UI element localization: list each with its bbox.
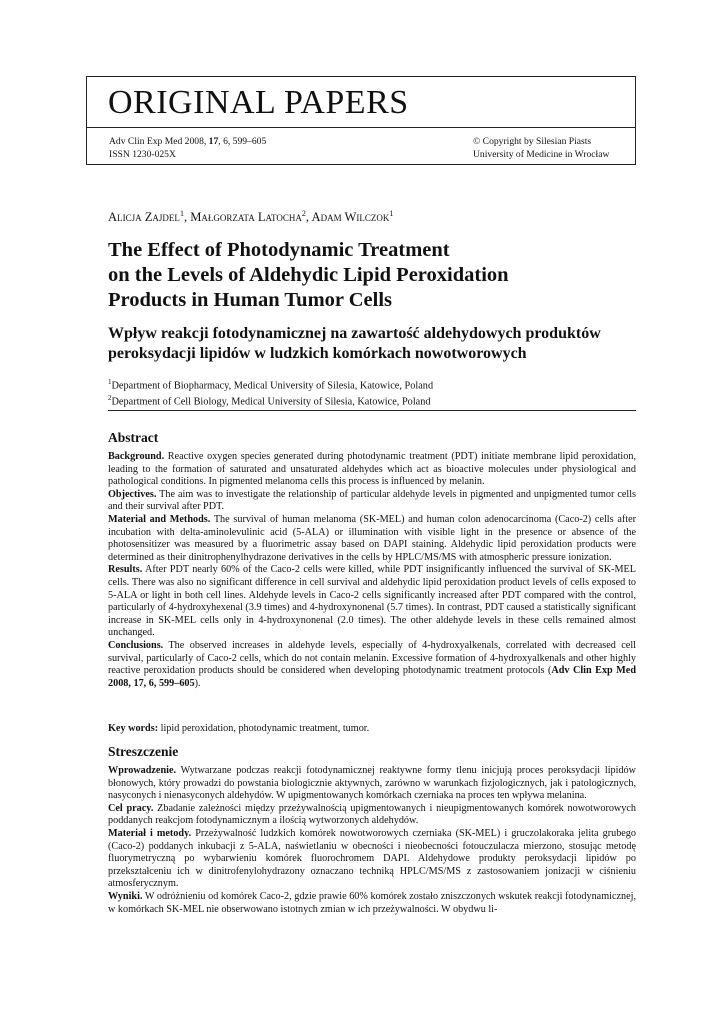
copyright-info	[473, 136, 609, 161]
keywords	[108, 723, 369, 734]
article-title-polish	[108, 324, 648, 364]
paragraph-label: Materiał i metody.	[108, 827, 192, 839]
keywords-text: lipid peroxidation, photodynamic treatment, tumor.	[158, 723, 370, 734]
author-affiliation-mark: 1	[179, 209, 184, 218]
paragraph: Material and Methods. The survival of human melanoma (SK-MEL) and human colon adenocarcinoma (Caco-2) cells after incubation with delta-aminolevulinic acid (5-ALA) or illumination with visible light in the presence or absence of the photosensitizer was measured by a fluorimetric assay based on DAPI staining. Aldehydic lipid peroxidation products were determined as their dinitrophenylhydrazone derivatives in the cells by HPLC/MS/MS with atmospheric pressure ionization.	[108, 513, 636, 563]
paragraph-label: Background.	[108, 451, 165, 462]
journal-issn: ISSN 1230-025X	[109, 148, 176, 160]
section-banner	[86, 76, 636, 128]
copyright-line: © Copyright by Silesian Piasts	[473, 136, 592, 147]
copyright-institution: University of Medicine in Wrocław	[473, 148, 610, 160]
paragraph: Materiał i metody. Przeżywalność ludzkich komórek nowotworowych czerniaka (SK-MEL) i gruczolakoraka jelita grubego (Caco-2) poddanych inkubacji z 5-ALA, naświetlaniu w obecności i nieobecności fotouczulacza mierzono, stosując metodę fluorymetryczną po wybarwieniu komórek fluorochromem DAPI. Aldehydowe produkty peroksydacji lipidów po przekształceniu ich w dinitrofenylohydrazony oznaczano techniką HPLC/MS/MS z zastosowaniem jonizacji w ciśnieniu atmosferycznym.	[108, 827, 636, 890]
title-line: The Effect of Photodynamic Treatment	[108, 239, 450, 261]
affiliation-text: Department of Cell Biology, Medical University of Silesia, Katowice, Poland	[111, 396, 431, 408]
abstract-heading: Abstract	[108, 430, 159, 445]
affiliations	[108, 376, 433, 409]
paragraph: Conclusions. The observed increases in aldehyde levels, especially of 4-hydroxyalkenals, correlated with decreased cell survival, particularly of Caco-2 cells, which do not contain melanin. Excessive formation of 4-hydroxyalkenals and other highly reactive peroxidation products should be considered when developing photodynamic treatment protocols (Adv Clin Exp Med 2008, 17, 6, 599–605).	[108, 639, 636, 689]
article-title	[108, 238, 608, 313]
section-divider	[108, 410, 636, 411]
keywords-label: Key words:	[108, 723, 159, 734]
paragraph-label: Objectives.	[108, 488, 157, 500]
affiliation-number: 1	[108, 378, 112, 386]
title-line: Products in Human Tumor Cells	[108, 289, 393, 311]
affiliation-number: 2	[108, 394, 112, 403]
paragraph-label: Wprowadzenie.	[108, 765, 177, 776]
paragraph-label: Conclusions.	[108, 639, 164, 651]
author-affiliation-mark: 1	[389, 209, 394, 218]
paragraph: Wyniki. W odróżnieniu od komórek Caco-2, gdzie prawie 60% komórek zostało zniszczonych wskutek reakcji fotodynamicznej, w komórkach SK-MEL nie obserwowano istotnych zmian w ich przeżywalności. W obydwu li-	[108, 890, 636, 915]
paragraph: Results. After PDT nearly 60% of the Caco-2 cells were killed, while PDT insignificantly influenced the survival of SK-MEL cells. There was also no significant difference in cell survival and aldehydic lipid peroxidation product levels of cells exposed to 5-ALA or light in both cell lines. Aldehyde levels in Caco-2 cells significantly increased after PDT compared with the control, particularly of 4-hydroxyhexenal (3.9 times) and 4-hydroxynonenal (5.7 times). In contrast, PDT caused a statistically significant increase in SK-MEL cells only in 4-hydroxynonenal (2.0 times). The other aldehyde levels in these cells remained almost unchanged.	[108, 564, 636, 639]
abstract-body	[108, 451, 636, 690]
title-pl-line: peroksydacji lipidów w ludzkich komórkach nowotworowych	[108, 345, 527, 362]
section-label: ORIGINAL PAPERS	[108, 84, 409, 121]
journal-info	[109, 136, 266, 161]
author-list: Alicja Zajdel$^1$, Małgorzata Latocha$^2$, Adam Wilczok$^1$	[108, 209, 394, 225]
publication-info	[86, 128, 636, 165]
paragraph-label: Material and Methods.	[108, 513, 211, 525]
author-affiliation-mark: 2	[301, 209, 306, 218]
streszczenie-heading: Streszczenie	[108, 744, 179, 759]
author-name: Adam Wilczok	[311, 210, 390, 225]
citation: Adv Clin Exp Med 2008, 17, 6, 599–605	[108, 665, 636, 689]
paragraph: Cel pracy. Zbadanie zależności między przeżywalnością upigmentowanych i nieupigmentowanych komórek nowotworowych poddanych reakcjom fotodynamicznym a ilością wytworzonych aldehydów.	[108, 802, 636, 827]
paragraph: Background. Reactive oxygen species generated during photodynamic treatment (PDT) initiate membrane lipid peroxidation, leading to the formation of saturated and unsaturated aldehydes which act as bioactive molecules under physiological and pathological conditions. In pigmented melanoma cells this process is influenced by melanin.	[108, 451, 636, 488]
paragraph-label: Results.	[108, 564, 143, 576]
paragraph-label: Wyniki.	[108, 890, 143, 902]
streszczenie-body	[108, 765, 636, 916]
title-pl-line: Wpływ reakcji fotodynamicznej na zawartość aldehydowych produktów	[108, 325, 601, 342]
paragraph-label: Cel pracy.	[108, 802, 154, 814]
title-line: on the Levels of Aldehydic Lipid Peroxidation	[108, 264, 509, 286]
author-name: Alicja Zajdel	[108, 210, 180, 225]
affiliation-line	[108, 392, 433, 408]
paragraph: Wprowadzenie. Wytwarzane podczas reakcji fotodynamicznej reaktywne formy tlenu inicjują proces peroksydacji lipidów błonowych, który prowadzi do powstania biologicznie aktywnych, zarówno w warunkach fizjologicznych, jak i patologicznych, nasyconych i nienasyconych aldehydów. W upigmentowanych komórkach czerniaka na proces ten wpływa melanina.	[108, 765, 636, 802]
journal-citation: Adv Clin Exp Med 2008, 17, 6, 599–605	[109, 136, 267, 147]
author-name: Małgorzata Latocha	[190, 210, 302, 225]
journal-volume: 17	[208, 136, 219, 147]
affiliation-line	[108, 376, 433, 392]
affiliation-text: Department of Biopharmacy, Medical University of Silesia, Katowice, Poland	[111, 380, 434, 392]
paragraph: Objectives. The aim was to investigate the relationship of particular aldehyde levels in pigmented and unpigmented tumor cells and their survival after PDT.	[108, 488, 636, 513]
